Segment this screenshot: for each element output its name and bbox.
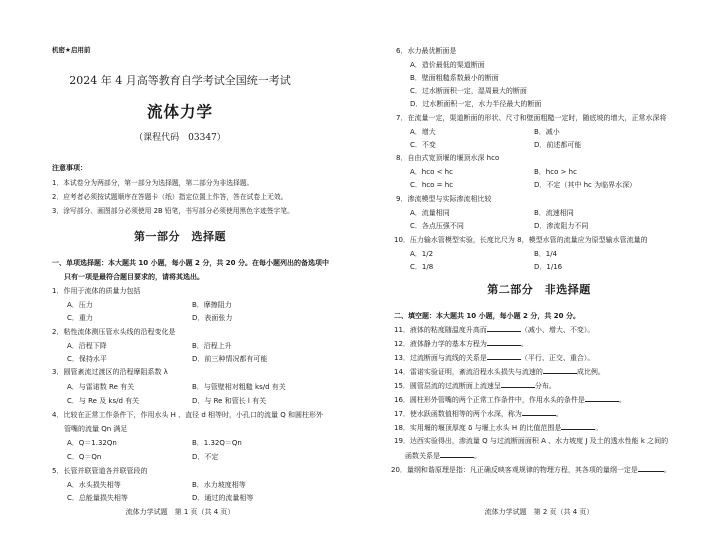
section2-heading: 二、填空题：本大题共 10 小题，每小题 2 分，共 20 分。 <box>394 312 580 320</box>
question-4-stem-cont: 管嘴的流量 Qn 满足 <box>64 425 128 433</box>
q12-answer-blank[interactable] <box>487 338 521 346</box>
q12-suffix: 。 <box>520 340 528 348</box>
question-15 <box>394 380 556 391</box>
q8-option-b: B．hco > hc <box>534 168 577 176</box>
q15-answer-blank[interactable] <box>501 380 535 388</box>
q19-answer-blank[interactable] <box>440 450 474 458</box>
question-19: 19．达西实验得出，渗流量 Q 与过流断面面积 A 、水力坡度 J 及土的透水性能 k 之间的 <box>394 437 669 445</box>
q3-option-d: D．与 Re 和管长 l 有关 <box>192 397 267 405</box>
question-7-stem: 7．在流量一定，渠道断面的形状、尺寸和壁面粗糙一定时，随底坡的增大，正常水深将 <box>396 114 667 122</box>
question-17 <box>394 408 563 419</box>
q17-answer-blank[interactable] <box>522 408 556 416</box>
q16-suffix: 。 <box>618 396 626 404</box>
q16-answer-blank[interactable] <box>585 394 619 402</box>
q5-option-c: C．总能量损失相等 <box>67 494 128 502</box>
q20-suffix: 。 <box>663 466 671 474</box>
q1-option-a: A．压力 <box>67 301 93 309</box>
question-1-stem: 1．作用于流体的质量力包括 <box>52 287 141 295</box>
q2-option-b: B．沿程上升 <box>192 342 232 350</box>
exam-page-2 <box>360 0 718 550</box>
q8-option-a: A．hco < hc <box>410 168 453 176</box>
q11-answer-blank[interactable] <box>487 324 521 332</box>
section1-heading-cont: 只有一项是最符合题目要求的，请将其选出。 <box>64 273 204 281</box>
q7-option-a: A．增大 <box>410 128 436 136</box>
q4-option-b: B．1.32Q＝Qn <box>192 439 242 447</box>
q18-suffix: 。 <box>595 424 603 432</box>
notes-title: 注意事项： <box>52 164 87 172</box>
question-14 <box>394 366 605 377</box>
q14-answer-blank[interactable] <box>543 366 577 374</box>
q6-option-d: D．过水断面积一定，水力半径最大的断面 <box>410 100 542 108</box>
q6-option-a: A．造价最低的渠道断面 <box>410 61 485 69</box>
q12-text: 12．液体静力学的基本方程为 <box>394 340 487 348</box>
q7-option-d: D．前述都可能 <box>534 141 582 149</box>
q18-text: 18．实用堰的堰顶厚度 δ 与堰上水头 H 的比值范围是 <box>394 424 562 432</box>
q8-option-d: D．不定（其中 hc 为临界水深） <box>534 181 637 189</box>
question-3-stem: 3．圆管紊流过渡区的沿程摩阻系数 λ <box>52 368 168 376</box>
exam-title: 2024 年 4 月高等教育自学考试全国统一考试 <box>69 74 291 87</box>
confidential-mark: 机密★启用前 <box>52 46 91 54</box>
q13-answer-blank[interactable] <box>487 352 521 360</box>
q11-text: 11．液体的粘度随温度升高而 <box>394 326 487 334</box>
q5-option-a: A．水头损失相等 <box>67 481 121 489</box>
q9-option-c: C．各点压强不同 <box>410 222 464 230</box>
question-19-cont <box>405 450 481 461</box>
q20-text: 20．量纲和谐原理是指：凡正确反映客观规律的物理方程，其各项的量纲一定是 <box>391 466 638 474</box>
q3-option-c: C．与 Re 及 ks/d 有关 <box>67 397 140 405</box>
q1-option-b: B．摩擦阻力 <box>192 301 232 309</box>
question-6-stem: 6．水力最优断面是 <box>396 47 457 55</box>
q6-option-b: B．壁面粗糙系数最小的断面 <box>410 74 499 82</box>
q17-suffix: 。 <box>555 410 563 418</box>
q7-option-c: C．不变 <box>410 141 436 149</box>
q4-option-a: A．Q＝1.32Qn <box>67 439 117 447</box>
question-9-stem: 9．渗流模型与实际渗流相比较 <box>396 195 492 203</box>
note-item: 2．应考者必须按试题顺序在答题卡（纸）指定位置上作答，答在试卷上无效。 <box>52 193 288 201</box>
q10-option-c: C．1/8 <box>410 263 434 271</box>
question-16 <box>394 394 626 405</box>
page-footer: 流体力学试题 第 2 页（共 4 页） <box>484 508 594 516</box>
question-5-stem: 5．长管并联管道各并联管段的 <box>52 467 148 475</box>
question-20 <box>391 464 671 475</box>
part1-title: 第一部分 选择题 <box>134 230 226 243</box>
q14-text: 14．雷诺实验证明，紊流沿程水头损失与流速的 <box>394 368 543 376</box>
q4-option-c: C．Q＝Qn <box>67 453 102 461</box>
q1-option-c: C．重力 <box>67 314 93 322</box>
q15-text: 15．圆管层流的过流断面上流速呈 <box>394 382 501 390</box>
q9-option-b: B．流速相同 <box>534 209 574 217</box>
q1-option-d: D．表面张力 <box>192 314 233 322</box>
q7-option-b: B．减小 <box>534 128 560 136</box>
q10-option-b: B．1/4 <box>534 250 558 258</box>
question-2-stem: 2．粘性流体测压管水头线的沿程变化是 <box>52 328 176 336</box>
q19-suffix: 。 <box>474 452 481 460</box>
q19-text: 函数关系是 <box>405 452 440 460</box>
q10-option-a: A．1/2 <box>410 250 434 258</box>
question-12 <box>394 338 528 349</box>
q16-text: 16．圆柱形外管嘴的两个正常工作条件中，作用水头的条件是 <box>394 396 585 404</box>
section1-heading: 一、单项选择题：本大题共 10 小题，每小题 2 分，共 20 分。在每小题列出的备选项中 <box>52 259 329 267</box>
q20-answer-blank[interactable] <box>638 464 664 472</box>
q17-text: 17．使水跃函数值相等的两个水深，称为 <box>394 410 522 418</box>
q2-option-d: D．前三种情况都有可能 <box>192 355 268 363</box>
q9-option-a: A．流量相同 <box>410 209 450 217</box>
q3-option-b: B．与管壁相对粗糙 ks/d 有关 <box>192 383 286 391</box>
q5-option-d: D．通过的流量相等 <box>192 494 254 502</box>
q5-option-b: B．水力坡度相等 <box>192 481 246 489</box>
part2-title: 第二部分 非选择题 <box>487 283 591 296</box>
q8-option-c: C．hco = hc <box>410 181 454 189</box>
question-4-stem: 4．比较在正常工作条件下，作用水头 H 、直径 d 相等时，小孔口的流量 Q 和圆柱形外 <box>52 411 324 419</box>
q11-suffix: （减小、增大、不变）。 <box>520 326 595 334</box>
q2-option-c: C．保持水平 <box>67 355 107 363</box>
subject-title: 流体力学 <box>146 103 213 121</box>
note-item: 1．本试卷分为两部分，第一部分为选择题，第二部分为非选择题。 <box>52 179 254 187</box>
q15-suffix: 分布。 <box>534 382 556 390</box>
q14-suffix: 成比例。 <box>576 368 605 376</box>
q18-answer-blank[interactable] <box>561 422 595 430</box>
q2-option-a: A．沿程下降 <box>67 342 107 350</box>
q4-option-d: D．不定 <box>192 453 219 461</box>
q9-option-d: D．渗流阻力不同 <box>534 222 589 230</box>
q13-suffix: （平行、正交、重合）。 <box>520 354 595 362</box>
q3-option-a: A．与雷诺数 Re 有关 <box>67 383 135 391</box>
course-code: （课程代码 03347） <box>134 133 226 143</box>
q13-text: 13．过流断面与流线的关系是 <box>394 354 487 362</box>
page-footer: 流体力学试题 第 1 页（共 4 页） <box>125 508 235 516</box>
question-11 <box>394 324 594 335</box>
question-18 <box>394 422 602 433</box>
question-10-stem: 10．压力输水管模型实验，长度比尺为 8，模型水管的流量应为原型输水管流量的 <box>394 236 648 244</box>
q10-option-d: D．1/16 <box>534 263 563 271</box>
question-13 <box>394 352 594 363</box>
note-item: 3．涂写部分、画图部分必须使用 2B 铅笔，书写部分必须使用黑色字迹签字笔。 <box>52 207 294 215</box>
q6-option-c: C．过水断面积一定，湿周最大的断面 <box>410 87 527 95</box>
question-8-stem: 8．自由式宽顶堰的堰顶水深 hco <box>396 154 500 162</box>
